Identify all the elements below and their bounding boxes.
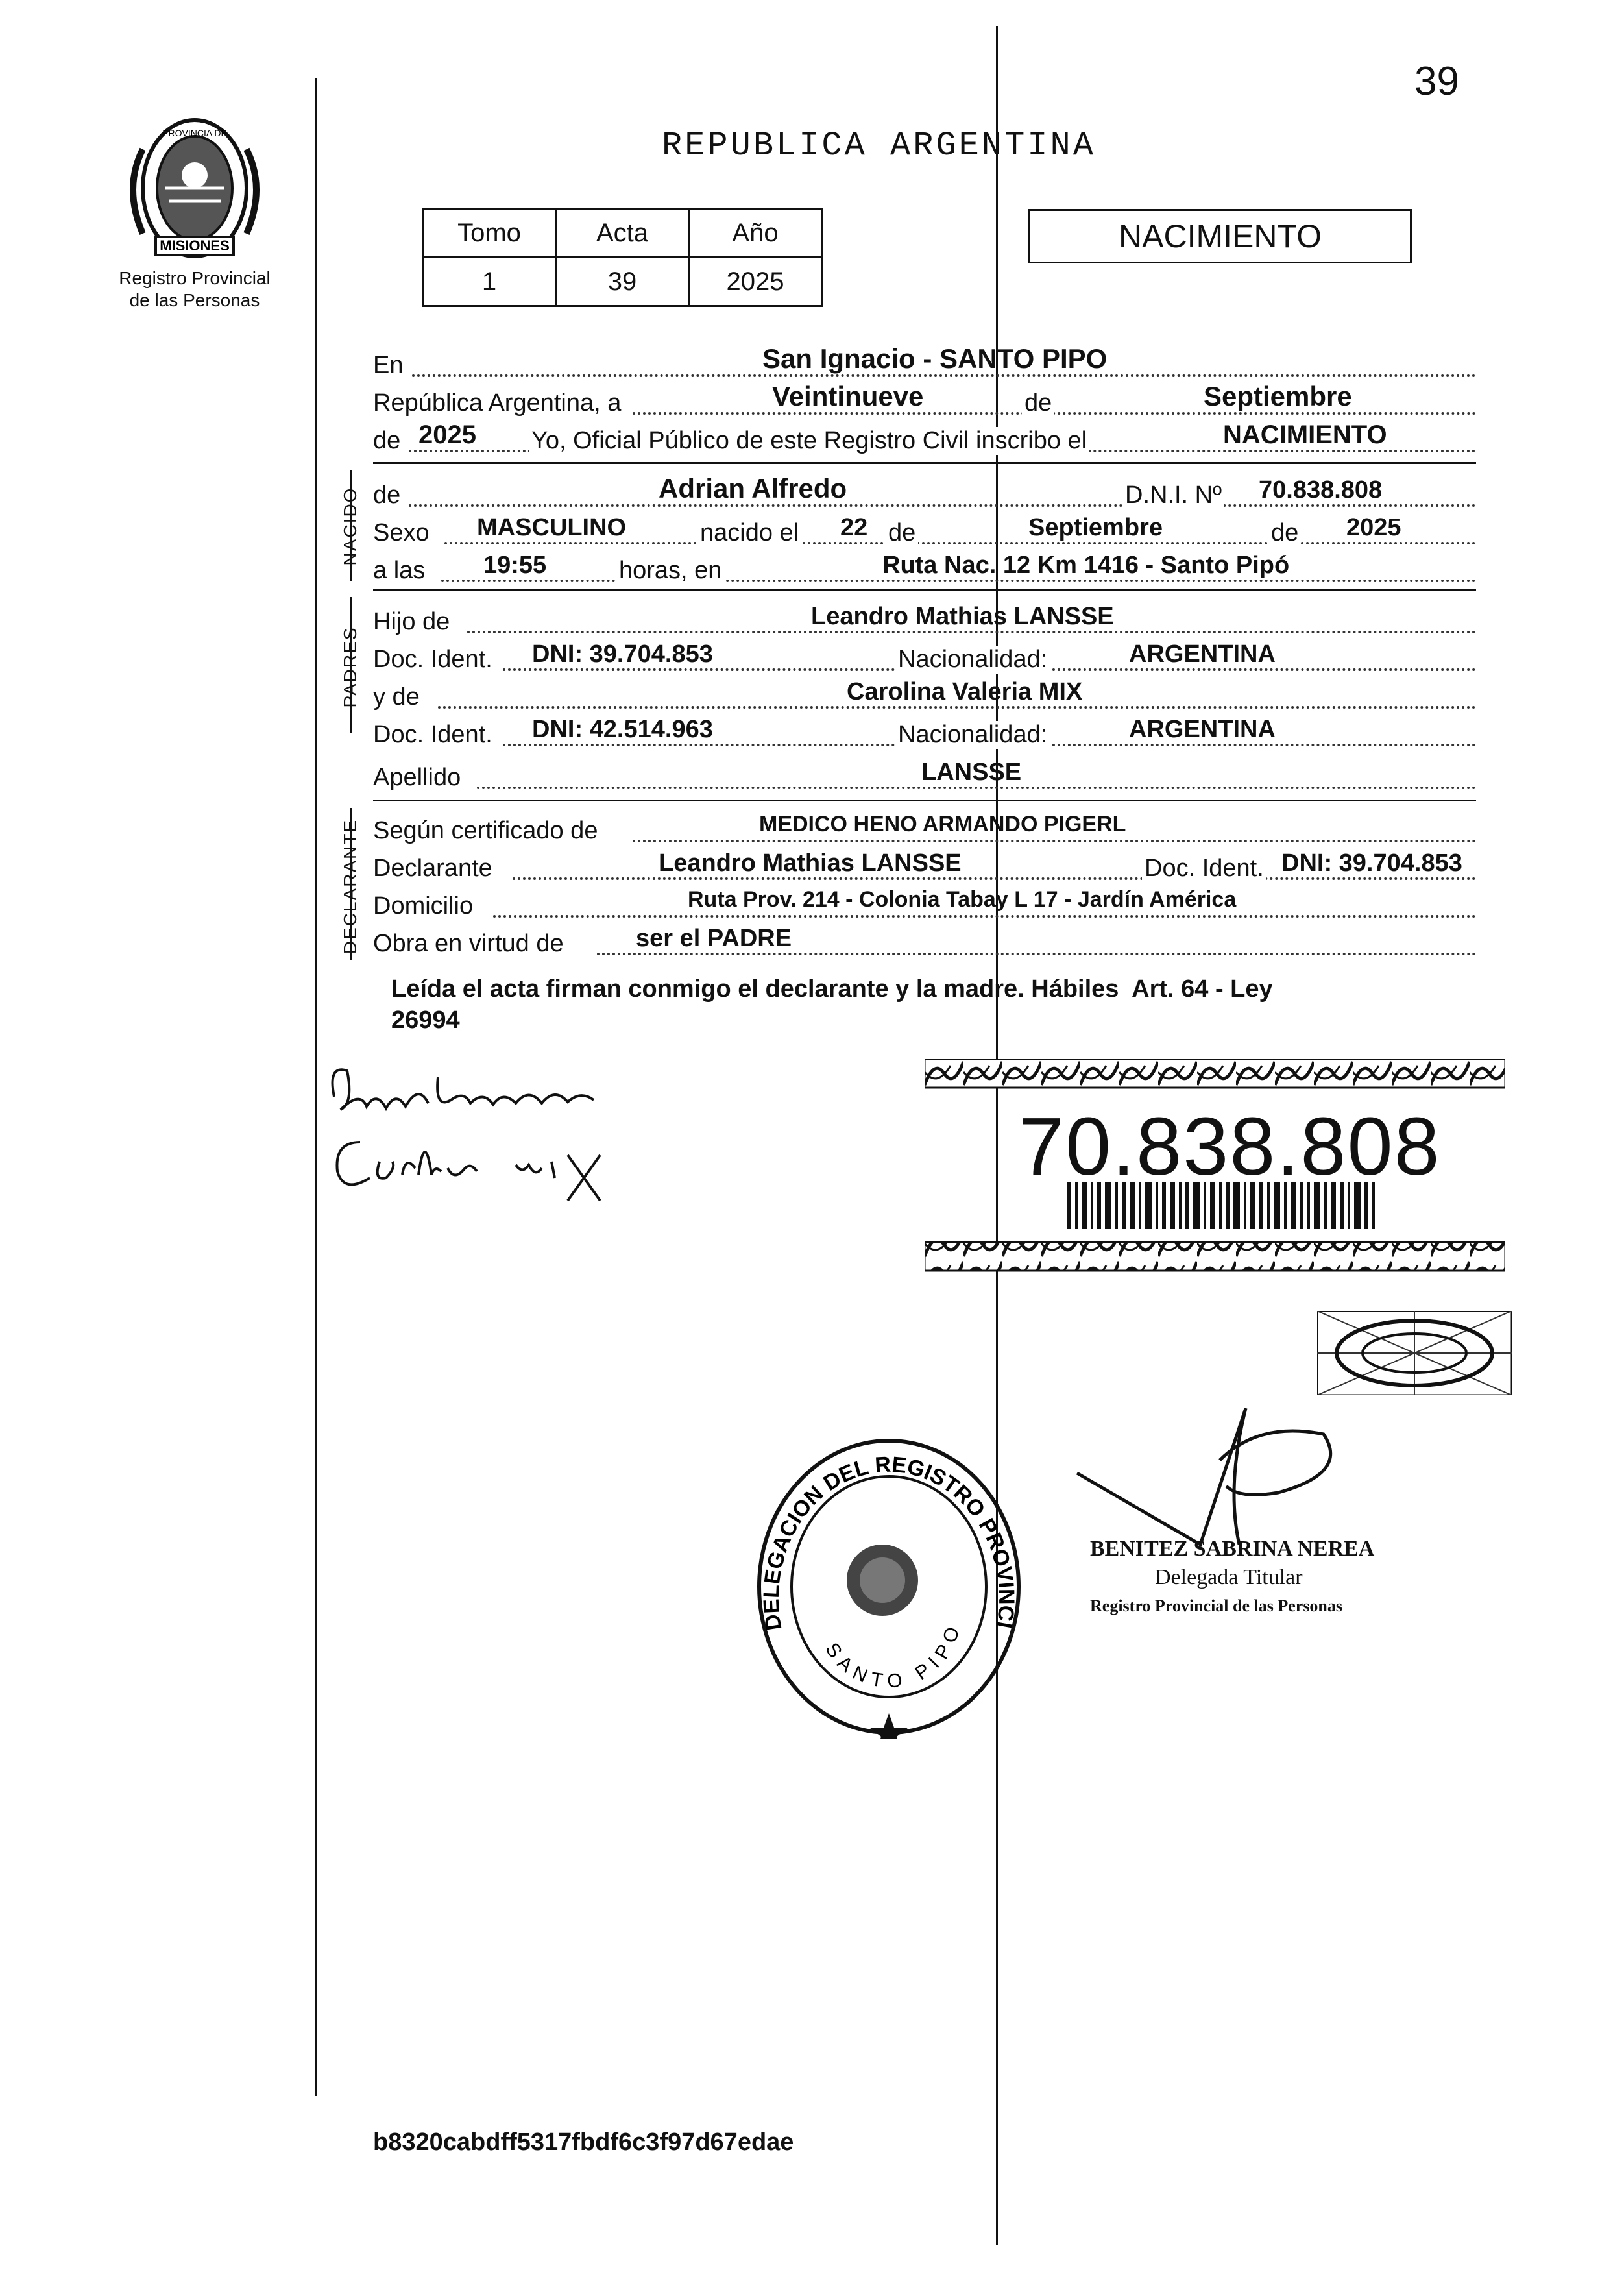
label-dni: D.N.I. Nº bbox=[1122, 482, 1224, 509]
dots-sexo bbox=[444, 542, 1476, 544]
value-address: Ruta Prov. 214 - Colonia Tabay L 17 - Jardín América bbox=[688, 887, 1237, 912]
label-hijo: Hijo de bbox=[373, 608, 450, 635]
value-surname: LANSSE bbox=[921, 759, 1022, 786]
registry-caption-line2: de las Personas bbox=[129, 290, 260, 310]
act-table-acta: 39 bbox=[556, 258, 689, 306]
dots-nac bbox=[409, 504, 1476, 507]
row-yde bbox=[373, 679, 1476, 713]
label-yo-text: Yo, Oficial Público de este Registro Civil inscribo el bbox=[529, 427, 1089, 455]
official-block bbox=[1090, 1535, 1374, 1620]
separator-3 bbox=[373, 800, 1476, 801]
value-mother-name: Carolina Valeria MIX bbox=[847, 678, 1083, 705]
value-child-name: Adrian Alfredo bbox=[659, 473, 847, 504]
row-en bbox=[373, 343, 1476, 381]
left-margin-line bbox=[315, 78, 317, 2096]
value-father-nationality: ARGENTINA bbox=[1129, 641, 1276, 668]
value-time: 19:55 bbox=[483, 552, 547, 579]
act-table-header-anio: Año bbox=[689, 209, 822, 258]
closing-line-1: Leída el acta firman conmigo el declarante y la madre. Hábiles Art. 64 - Ley bbox=[391, 975, 1273, 1003]
hologram-seal bbox=[1317, 1311, 1512, 1395]
official-role: Delegada Titular bbox=[1155, 1565, 1303, 1589]
dots-obra bbox=[597, 953, 1476, 955]
act-table-value-row bbox=[423, 258, 822, 306]
label-nacido-el: nacido el bbox=[697, 519, 801, 547]
side-label-padres: PADRES bbox=[340, 626, 360, 708]
label-sexo: Sexo bbox=[373, 519, 430, 546]
act-table-tomo: 1 bbox=[423, 258, 556, 306]
value-birth-day: 22 bbox=[840, 514, 868, 541]
value-sexo: MASCULINO bbox=[477, 514, 627, 541]
row-yo bbox=[373, 422, 1476, 456]
dots-apellido bbox=[477, 787, 1476, 789]
row-nacido-name bbox=[373, 473, 1476, 511]
dots-hijo bbox=[467, 631, 1476, 633]
side-label-declarante: DECLARANTE bbox=[340, 818, 360, 955]
value-day-text: Veintinueve bbox=[772, 381, 924, 411]
id-number-label: 70.838.808 bbox=[1019, 1101, 1441, 1192]
label-cert: Según certificado de bbox=[373, 817, 598, 844]
dots-domicilio bbox=[493, 915, 1476, 918]
label-nac1: Nacionalidad: bbox=[895, 646, 1050, 674]
emblem-bottom-text: MISIONES bbox=[160, 238, 230, 254]
row-doc1 bbox=[373, 641, 1476, 675]
value-month: Septiembre bbox=[1204, 381, 1352, 411]
value-birth-month: Septiembre bbox=[1028, 514, 1163, 541]
value-birth-year: 2025 bbox=[1346, 514, 1401, 541]
side-label-nacido: NACIDO bbox=[340, 487, 360, 566]
label-decl-doc: Doc. Ident. bbox=[1142, 855, 1266, 883]
label-republica: República Argentina, a bbox=[373, 389, 622, 417]
label-en: En bbox=[373, 352, 404, 379]
dots-declarante bbox=[513, 877, 1476, 880]
value-declarant-dni: DNI: 39.704.853 bbox=[1281, 849, 1462, 877]
dots-cert bbox=[633, 840, 1476, 842]
official-stamp bbox=[753, 1434, 1025, 1739]
stamp-inner-text: SANTO PIPO bbox=[821, 1618, 965, 1693]
act-table-header-tomo: Tomo bbox=[423, 209, 556, 258]
label-apellido: Apellido bbox=[373, 764, 461, 791]
act-table bbox=[422, 208, 823, 307]
row-alas bbox=[373, 552, 1476, 586]
label-domicilio: Domicilio bbox=[373, 892, 474, 920]
label-yde: y de bbox=[373, 683, 420, 711]
label-nac-de: de bbox=[373, 482, 401, 509]
dots-yde bbox=[438, 706, 1476, 709]
value-birth-place: Ruta Nac. 12 Km 1416 - Santo Pipó bbox=[882, 552, 1290, 579]
act-table-header-row bbox=[423, 209, 822, 258]
closing-text bbox=[391, 973, 1273, 1036]
label-nacido-de2: de bbox=[1268, 519, 1301, 547]
label-yo-de: de bbox=[373, 427, 401, 454]
label-obra: Obra en virtud de bbox=[373, 930, 564, 957]
handwritten-signatures bbox=[321, 1051, 633, 1220]
hologram-icon bbox=[1317, 1311, 1512, 1395]
page-number: 39 bbox=[1414, 59, 1459, 104]
row-hijo bbox=[373, 604, 1476, 637]
row-doc2 bbox=[373, 716, 1476, 750]
misiones-emblem-icon bbox=[110, 110, 279, 266]
dots-alas bbox=[441, 580, 1476, 582]
separator-1 bbox=[373, 462, 1476, 464]
value-act-kind: NACIMIENTO bbox=[1223, 421, 1387, 449]
row-domicilio bbox=[373, 888, 1476, 922]
act-type-box: NACIMIENTO bbox=[1028, 209, 1412, 263]
label-alas: a las bbox=[373, 557, 426, 584]
label-nacido-de: de bbox=[886, 519, 918, 547]
registry-logo bbox=[110, 110, 279, 266]
registry-caption-line1: Registro Provincial bbox=[119, 268, 271, 288]
document-hash: b8320cabdff5317fbdf6c3f97d67edae bbox=[373, 2129, 794, 2156]
value-father-name: Leandro Mathias LANSSE bbox=[811, 603, 1114, 630]
signature-scribble-icon bbox=[321, 1051, 633, 1220]
value-place: San Ignacio - SANTO PIPO bbox=[762, 343, 1108, 374]
registry-stamp-icon bbox=[753, 1434, 1025, 1739]
emblem-top-text: PROVINCIA DE bbox=[162, 128, 227, 138]
value-certificate: MEDICO HENO ARMANDO PIGERL bbox=[759, 812, 1126, 837]
row-cert bbox=[373, 812, 1476, 846]
row-sexo bbox=[373, 515, 1476, 548]
row-obra bbox=[373, 925, 1476, 959]
row-declarante bbox=[373, 850, 1476, 884]
label-rep-de: de bbox=[1022, 389, 1054, 417]
official-name: BENITEZ SABRINA NEREA bbox=[1090, 1537, 1375, 1561]
stamp-arc-text: DELEGACION DEL REGISTRO PROVINCI bbox=[758, 1452, 1019, 1632]
label-doc1: Doc. Ident. bbox=[373, 646, 492, 673]
act-table-header-acta: Acta bbox=[556, 209, 689, 258]
value-year: 2025 bbox=[418, 421, 476, 449]
act-table-anio: 2025 bbox=[689, 258, 822, 306]
row-apellido bbox=[373, 759, 1476, 793]
official-org: Registro Provincial de las Personas bbox=[1090, 1596, 1343, 1615]
value-mother-nationality: ARGENTINA bbox=[1129, 716, 1276, 743]
closing-line-2: 26994 bbox=[391, 1007, 460, 1034]
value-relation: ser el PADRE bbox=[636, 925, 792, 952]
value-father-dni: DNI: 39.704.853 bbox=[532, 641, 713, 668]
value-declarant: Leandro Mathias LANSSE bbox=[659, 849, 962, 877]
country-title: REPUBLICA ARGENTINA bbox=[662, 127, 1096, 165]
value-dni: 70.838.808 bbox=[1259, 476, 1383, 504]
security-label bbox=[925, 1059, 1505, 1293]
label-nac2: Nacionalidad: bbox=[895, 721, 1050, 749]
label-doc2: Doc. Ident. bbox=[373, 721, 492, 748]
label-declarante: Declarante bbox=[373, 855, 492, 882]
row-republica bbox=[373, 381, 1476, 419]
separator-2 bbox=[373, 589, 1476, 591]
registry-caption bbox=[84, 267, 305, 311]
value-mother-dni: DNI: 42.514.963 bbox=[532, 716, 713, 743]
dots-en bbox=[412, 374, 1476, 377]
label-horas: horas, en bbox=[616, 557, 724, 585]
